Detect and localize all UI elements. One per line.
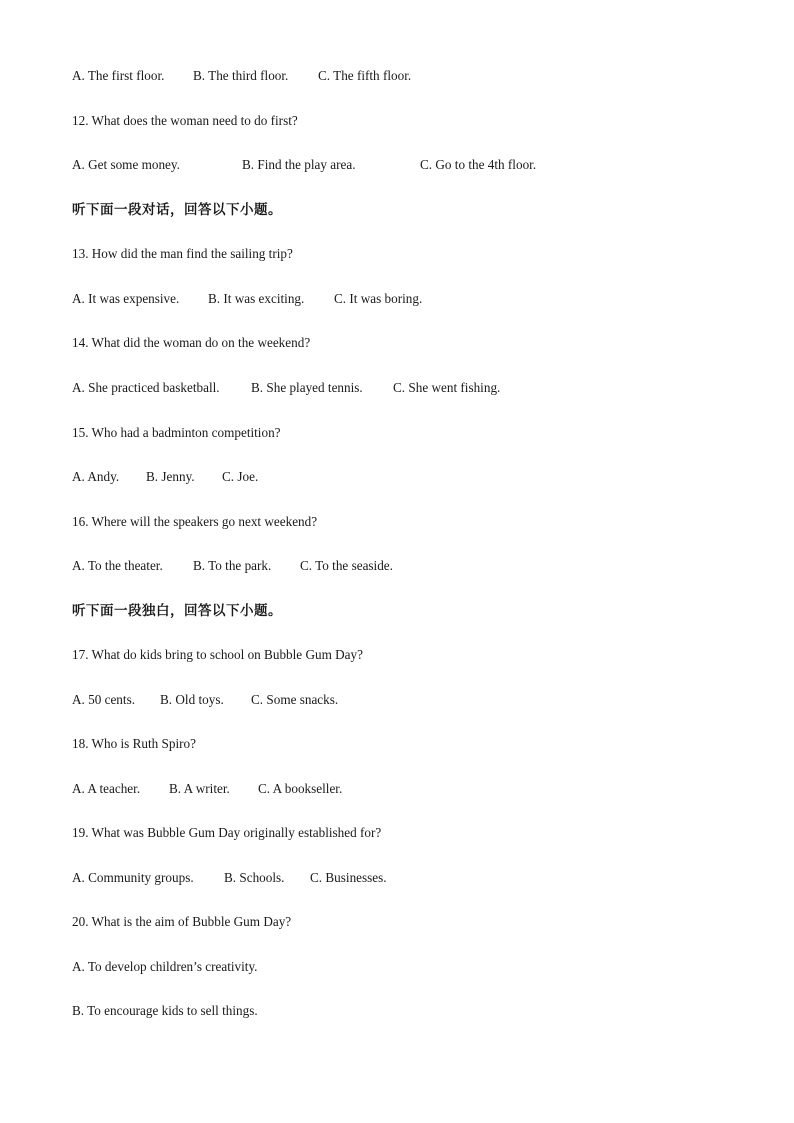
- option-c: C. Joe.: [222, 469, 259, 484]
- option-line-q20-a: [72, 958, 257, 976]
- option-a: A. 50 cents.: [72, 692, 135, 707]
- option-a: A. Get some money.: [72, 157, 180, 172]
- question-20: 20. What is the aim of Bubble Gum Day?: [72, 914, 292, 929]
- question-15: 15. Who had a badminton competition?: [72, 425, 281, 440]
- option-a: A. The first floor.: [72, 68, 165, 83]
- options-line-q19: [72, 869, 387, 887]
- question-19: 19. What was Bubble Gum Day originally established for?: [72, 825, 382, 840]
- options-line-q18: [72, 780, 342, 798]
- question-12: 12. What does the woman need to do first?: [72, 113, 298, 128]
- option-c: C. A bookseller.: [258, 781, 343, 796]
- option-a: A. A teacher.: [72, 781, 141, 796]
- option-c: C. Businesses.: [310, 870, 387, 885]
- question-17: 17. What do kids bring to school on Bubble Gum Day?: [72, 647, 363, 662]
- options-line-q12: [72, 156, 536, 174]
- option-b: B. Find the play area.: [242, 157, 356, 172]
- options-line-q14: [72, 379, 500, 397]
- option-b: B. A writer.: [169, 781, 230, 796]
- option-a: A. To develop children’s creativity.: [72, 959, 258, 974]
- option-b: B. It was exciting.: [208, 291, 305, 306]
- option-c: C. Some snacks.: [251, 692, 339, 707]
- option-a: A. Community groups.: [72, 870, 194, 885]
- options-line-q13: [72, 290, 422, 308]
- option-line-q20-b: [72, 1002, 258, 1020]
- option-c: C. The fifth floor.: [318, 68, 412, 83]
- option-a: A. It was expensive.: [72, 291, 180, 306]
- options-line-q15: [72, 468, 258, 486]
- option-b: B. To encourage kids to sell things.: [72, 1003, 258, 1018]
- section-heading-dialogue: 听下面一段对话，回答以下小题。: [72, 202, 282, 218]
- options-line-q17: [72, 691, 338, 709]
- option-a: A. Andy.: [72, 469, 120, 484]
- option-b: B. Jenny.: [146, 469, 195, 484]
- question-16: 16. Where will the speakers go next weekend?: [72, 514, 318, 529]
- question-14: 14. What did the woman do on the weekend?: [72, 335, 311, 350]
- section-heading-monologue: 听下面一段独白，回答以下小题。: [72, 603, 282, 619]
- option-c: C. It was boring.: [334, 291, 423, 306]
- option-b: B. Schools.: [224, 870, 285, 885]
- option-b: B. The third floor.: [193, 68, 289, 83]
- option-b: B. To the park.: [193, 558, 272, 573]
- option-a: A. She practiced basketball.: [72, 380, 220, 395]
- option-a: A. To the theater.: [72, 558, 163, 573]
- option-c: C. She went fishing.: [393, 380, 501, 395]
- options-line-q16: [72, 557, 393, 575]
- option-c: C. To the seaside.: [300, 558, 393, 573]
- question-18: 18. Who is Ruth Spiro?: [72, 736, 196, 751]
- option-c: C. Go to the 4th floor.: [420, 157, 537, 172]
- question-13: 13. How did the man find the sailing trip?: [72, 246, 293, 261]
- options-line-q11: [72, 67, 411, 85]
- option-b: B. She played tennis.: [251, 380, 363, 395]
- option-b: B. Old toys.: [160, 692, 224, 707]
